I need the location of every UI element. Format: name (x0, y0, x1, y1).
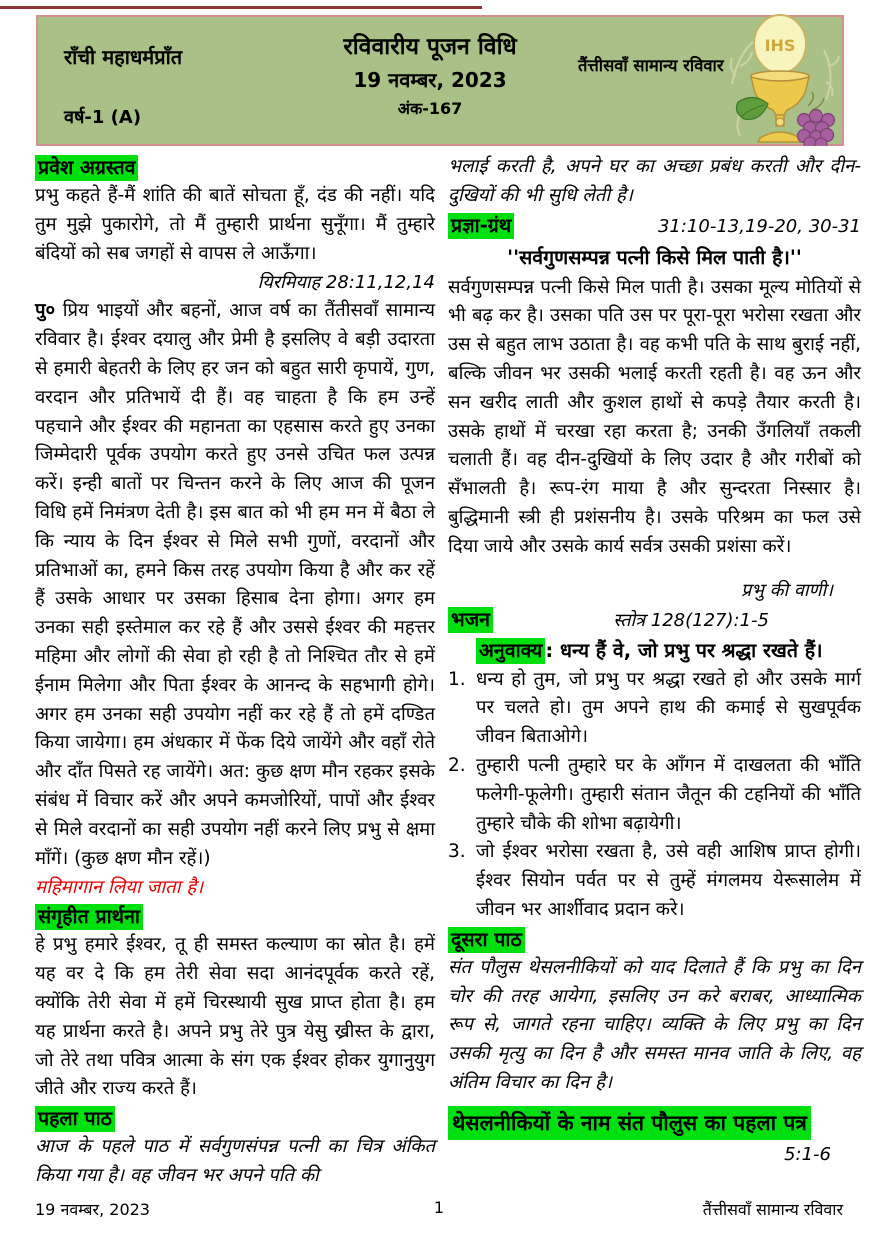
content-columns (35, 153, 861, 1191)
first-reading-heading: पहला पाठ (35, 1106, 115, 1132)
masthead (36, 15, 844, 146)
collect-heading: संगृहीत प्रार्थना (35, 904, 143, 930)
second-reading-intro: संत पौलुस थेसलनीकियों को याद दिलाते हैं कि प्रभु का दिन चोर की तरह आयेगा, इसलिए उन करे बराबर, आध्यात्मिक रूप से, जागते रहना चाहिए। व्यक्ति के लिए प्रभु का दिन उसकी मृत्यु का दिन है और समस्त मानव जाति के लिए, वह अंतिम विचार का दिन है। (448, 956, 861, 1093)
top-rule (0, 6, 482, 9)
masthead-center (302, 31, 558, 121)
first-reading-book-heading: प्रज्ञा-ग्रंथ (448, 213, 514, 239)
psalm-verse-1 (448, 666, 861, 752)
first-reading-text: सर्वगुणसम्पन्न पत्नी किसे मिल पाती है। उसका मूल्य मोतियों से भी बढ़ कर है। उसका पति उस पर पूरा-पूरा भरोसा रखता और उस से बहुत लाभ उठाता है। वह कभी पति के साथ बुराई नहीं, बल्कि जीवन भर उसकी भलाई करती रहती है। वह ऊन और सन खरीद लाती और कुशल हाथों से कपड़े तैयार करती है। उसके हाथों में चरखा रहा करता है; उनकी उँगलियाँ तकली चलाती हैं। वह दीन-दुखियों के लिए उदार है और गरीबों को सँभालती है। रूप-रंग माया है और सुन्दरता निस्सार है। बुद्धिमानी स्त्री ही प्रशंसनीय है। उसके परिश्रम का फल उसे दिया जाये और उसके कार्य सर्वत्र उसकी प्रशंसा करें। (448, 276, 861, 557)
gloria-rubric: महिमागान लिया जाता है। (35, 877, 204, 899)
host-ihs-text: IHS (764, 36, 796, 55)
issue-date: 19 नवम्बर, 2023 (353, 68, 507, 92)
verse-text: तुम्हारी पत्नी तुम्हारे घर के आँगन में दाखलता की भाँति फलेगी-फूलेगी। तुम्हारी संतान जैतून की टहनियों की भाँति तुम्हारे चौके की शोभा बढ़ायेगी। (476, 754, 861, 834)
psalm-source-row (448, 605, 861, 635)
entrance-antiphon-heading: प्रवेश अग्रस्तव (35, 155, 138, 181)
chalice-host-grapes-icon (720, 14, 840, 146)
page-title: रविवारीय पूजन विधि (343, 34, 517, 60)
entrance-antiphon-text: प्रभु कहते हैं-मैं शांति की बातें सोचता हूँ, दंड की नहीं। यदि तुम मुझे पुकारोगे, तो मैं तुम्हारी प्रार्थना सुनूँगा। मैं तुम्हारे बंदियों को सब जगहों से वापस ले आऊँगा। (35, 185, 435, 264)
verse-number: 3. (448, 841, 466, 863)
issue-number: अंक-167 (397, 99, 463, 118)
footer-page-number: 1 (433, 1198, 445, 1217)
second-reading-title: थेसलनीकियों के नाम संत पौलुस का पहला पत्र (448, 1106, 811, 1140)
psalm-verse-3 (448, 838, 861, 924)
antiphon-label: अनुवाक्य (476, 638, 545, 664)
psalm-verse-2 (448, 752, 861, 838)
verse-number: 2. (448, 754, 466, 776)
verse-text: धन्य हो तुम, जो प्रभु पर श्रद्धा रखते हो और उसके मार्ग पर चलते हो। तुम अपने हाथ की कमाई से सुखपूर्वक जीवन बिताओगे। (476, 668, 861, 748)
collect-text: हे प्रभु हमारे ईश्वर, तू ही समस्त कल्याण का स्रोत है। हमें यह वर दे कि हम तेरी सेवा सदा आनंदपूर्वक करते रहें, क्योंकि तेरी सेवा में हमें चिरस्थायी सुख प्राप्त होता है। हम यह प्रार्थना करते है। अपने प्रभु तेरे पुत्र येसु ख्रीस्त के द्वारा, जो तेरे तथा पवित्र आत्मा के संग एक ईश्वर होकर युगानुयुग जीते और राज्य करते हैं। (35, 934, 435, 1100)
second-reading-heading: दूसरा पाठ (448, 927, 525, 953)
psalm-reference: स्तोत्र 128(127):1-5 (613, 609, 769, 631)
first-reading-source-row (448, 211, 861, 241)
verse-number: 1. (448, 668, 466, 690)
first-reading-title: ''सर्वगुणसम्पन्न पत्नी किसे मिल पाती है।'' (507, 245, 802, 269)
first-reading-reference: 31:10-13,19-20, 30-31 (657, 215, 861, 237)
footer-sunday-name: तैंत्तीसवाँ सामान्य रविवार (702, 1200, 843, 1219)
first-reading-intro-continued: भलाई करती है, अपने घर का अच्छा प्रबंध करती और दीन-दुखियों की भी सुधि लेती है। (448, 156, 861, 206)
right-column (448, 153, 861, 1191)
word-of-lord: प्रभु की वाणी। (741, 579, 833, 601)
officiant-exhortation (35, 297, 435, 873)
entrance-citation: यिरमियाह 28:11,12,14 (257, 272, 435, 294)
diocese-name: राँची महाधर्मप्राँत (64, 45, 183, 69)
year-cycle: वर्ष-1 (A) (64, 107, 142, 128)
second-reading-reference: 5:1-6 (784, 1143, 831, 1165)
sunday-name: तैंत्तीसवाँ सामान्य रविवार (578, 56, 724, 75)
footer-date: 19 नवम्बर, 2023 (35, 1200, 150, 1219)
verse-text: जो ईश्वर भरोसा रखता है, उसे वही आशिष प्राप्त होगी। ईश्वर सियोन पर्वत पर से तुम्हें मंगलमय येरूसालेम में जीवन भर आर्शीवाद प्रदान करे। (476, 841, 861, 920)
officiant-label: पु० (35, 300, 56, 322)
psalm-heading: भजन (448, 607, 493, 633)
left-column (35, 153, 435, 1191)
first-reading-intro: आज के पहले पाठ में सर्वगुणसंपन्न पत्नी का चित्र अंकित किया गया है। वह जीवन भर अपने पति की (35, 1136, 435, 1186)
psalm-antiphon (476, 635, 861, 666)
officiant-text: प्रिय भाइयों और बहनों, आज वर्ष का तैंतीसवाँ सामान्य रविवार है। ईश्वर दयालु और प्रेमी है इसलिए वे बड़ी उदारता से हमारी बेहतरी के लिए हर जन को बहुत सारी कृपायें, गुण, वरदान और प्रतिभायें दी हैं। वह चाहता है कि हम उन्हें पहचाने और ईश्वर की महानता का एहसास करते हुए उनका जिम्मेदारी पूर्वक उपयोग करते हुए उनसे उचित फल उत्पन्न करें। इन्ही बातों पर चिन्तन करने के लिए आज की पूजन विधि हमें निमंत्रण देती है। इस बात को भी हम मन में बैठा ले कि न्याय के दिन ईश्वर से मिले सभी गुणों, वरदानों और प्रतिभाओं का, हमने किस तरह उपयोग किया है और कर रहें हैं उसके आधार पर उसका हिसाब देना होगा। अगर हम उनका सही इस्तेमाल कर रहे हैं और उससे ईश्वर की महत्तर महिमा और लोगों की सेवा हो रही है तो निश्चित तौर से हमें ईनाम मिलेगा और पिता ईश्वर के आनन्द के सहभागी होगे। अगर हम उनका सही उपयोग नहीं कर रहे हैं तो हमें दण्डित किया जायेगा। हम अंधकार में फेंक दिये जायेंगे और वहाँ रोते और दाँत पिसते रह जायेंगे। अत: कुछ क्षण मौन रहकर इसके संबंध में विचार करें और अपने कमजोरियों, पापों और ईश्वर से मिले वरदानों का सही उपयोग नहीं करने लिए प्रभु से क्षमा माँगें। (कुछ क्षण मौन रहें।) (35, 300, 435, 869)
antiphon-text: : धन्य हैं वे, जो प्रभु पर श्रद्धा रखते हैं। (545, 638, 823, 662)
